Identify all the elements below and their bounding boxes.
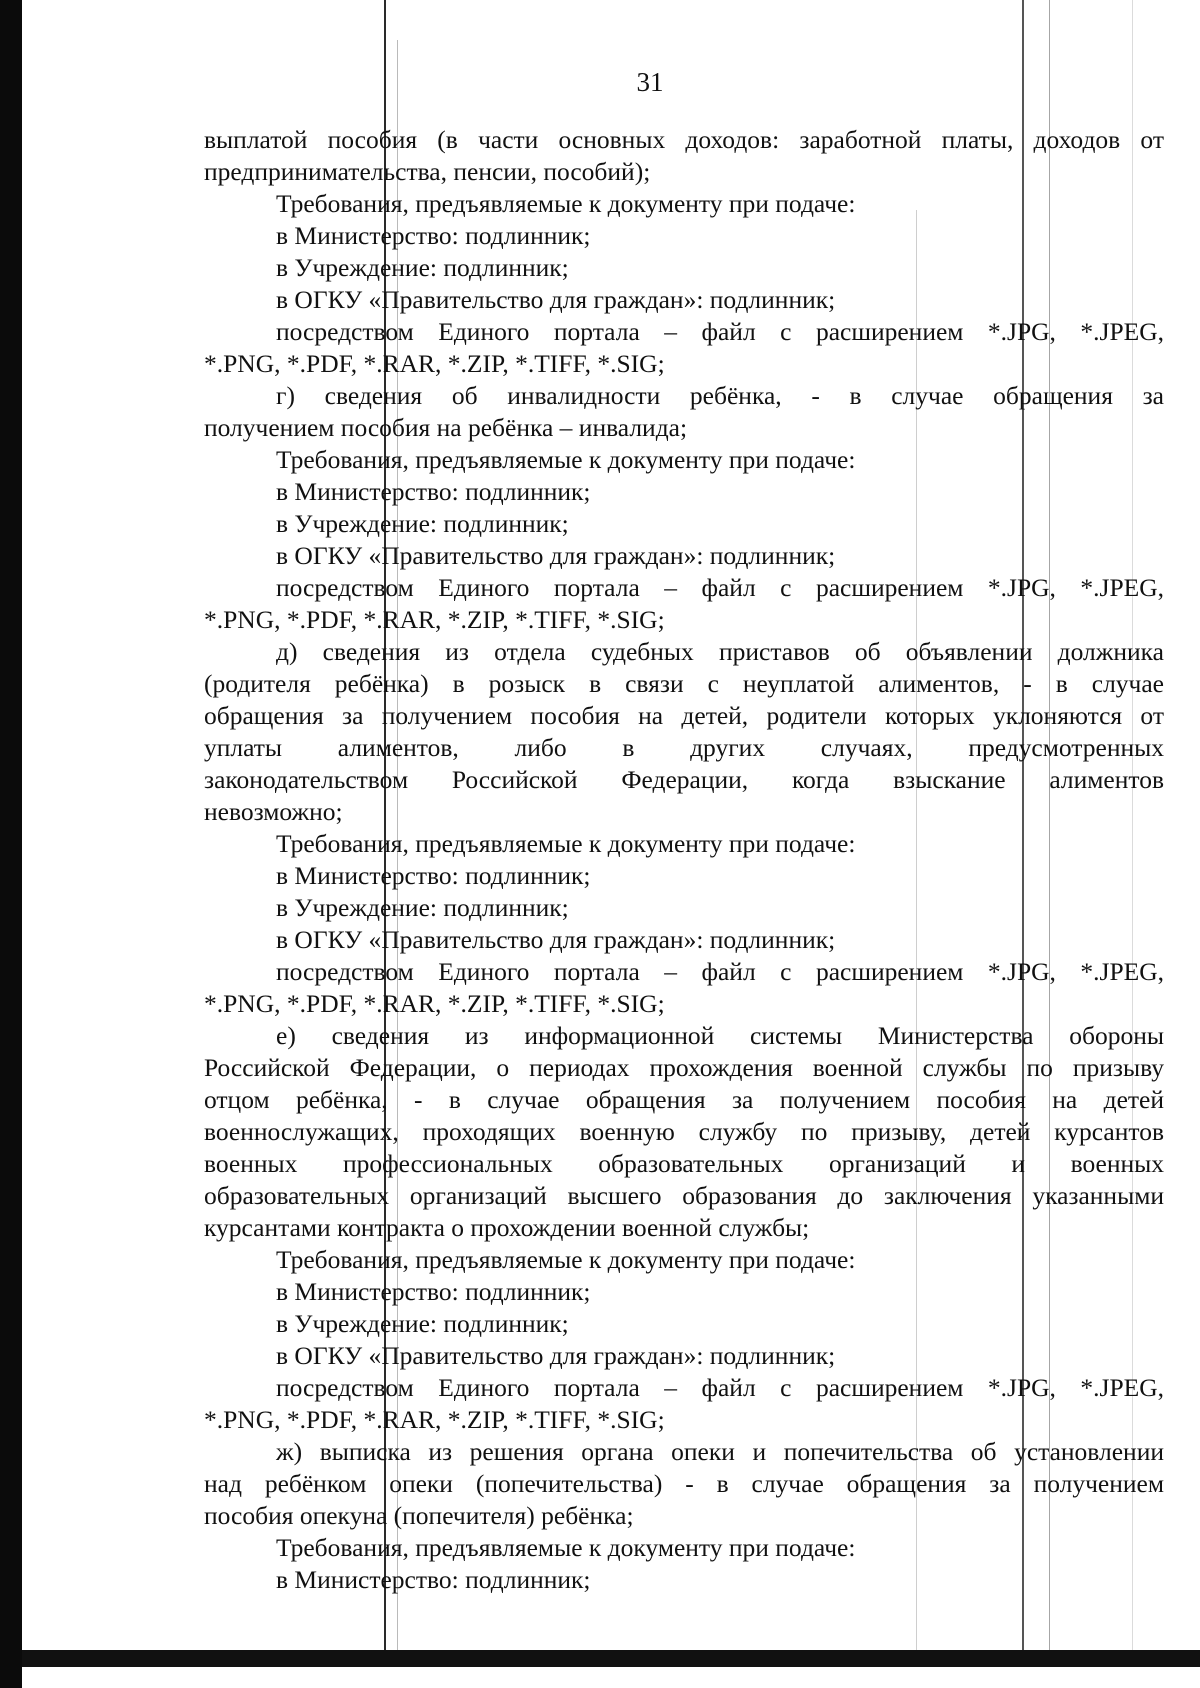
text-line: е) сведения из информационной системы Министерства обороны (276, 1021, 1164, 1050)
text-line: курсантами контракта о прохождении военной службы; (204, 1213, 810, 1242)
text-line: *.PNG, *.PDF, *.RAR, *.ZIP, *.TIFF, *.SIG; (204, 1405, 665, 1434)
text-line: выплатой пособия (в части основных доходов: заработной платы, доходов от (204, 125, 1164, 154)
scan-bottom-edge (22, 1650, 1200, 1667)
text-line: обращения за получением пособия на детей, родители которых уклоняются от (204, 701, 1164, 730)
text-line: военнослужащих, проходящих военную службу по призыву, детей курсантов (204, 1117, 1164, 1146)
text-line: посредством Единого портала – файл с расширением *.JPG, *.JPEG, (276, 573, 1164, 602)
text-line: предпринимательства, пенсии, пособий); (204, 157, 651, 186)
text-line: Требования, предъявляемые к документу при подаче: (276, 189, 856, 218)
text-line: образовательных организаций высшего образования до заключения указанными (204, 1181, 1164, 1210)
text-line: Требования, предъявляемые к документу при подаче: (276, 1533, 856, 1562)
text-line: в Учреждение: подлинник; (276, 1309, 569, 1338)
text-line: *.PNG, *.PDF, *.RAR, *.ZIP, *.TIFF, *.SIG; (204, 349, 665, 378)
text-line: в Министерство: подлинник; (276, 221, 591, 250)
text-line: в ОГКУ «Правительство для граждан»: подлинник; (276, 541, 836, 570)
document-body (204, 124, 1164, 1596)
text-line: в Учреждение: подлинник; (276, 509, 569, 538)
text-line: в ОГКУ «Правительство для граждан»: подлинник; (276, 285, 836, 314)
text-line: посредством Единого портала – файл с расширением *.JPG, *.JPEG, (276, 317, 1164, 346)
text-line: д) сведения из отдела судебных приставов об объявлении должника (276, 637, 1164, 666)
text-line: над ребёнком опеки (попечительства) - в случае обращения за получением (204, 1469, 1164, 1498)
text-line: Требования, предъявляемые к документу при подаче: (276, 829, 856, 858)
text-line: *.PNG, *.PDF, *.RAR, *.ZIP, *.TIFF, *.SIG; (204, 989, 665, 1018)
scan-left-edge (0, 0, 22, 1688)
text-line: в ОГКУ «Правительство для граждан»: подлинник; (276, 1341, 836, 1370)
text-line: (родителя ребёнка) в розыск в связи с неуплатой алиментов, - в случае (204, 669, 1164, 698)
text-line: г) сведения об инвалидности ребёнка, - в случае обращения за (276, 381, 1164, 410)
text-line: посредством Единого портала – файл с расширением *.JPG, *.JPEG, (276, 1373, 1164, 1402)
text-line: законодательством Российской Федерации, когда взыскание алиментов (204, 765, 1164, 794)
text-line: Требования, предъявляемые к документу при подаче: (276, 445, 856, 474)
text-line: в Министерство: подлинник; (276, 1277, 591, 1306)
text-line: отцом ребёнка, - в случае обращения за получением пособия на детей (204, 1085, 1164, 1114)
text-line: невозможно; (204, 797, 343, 826)
text-line: в Министерство: подлинник; (276, 861, 591, 890)
text-line: Российской Федерации, о периодах прохождения военной службы по призыву (204, 1053, 1164, 1082)
text-line: уплаты алиментов, либо в других случаях, предусмотренных (204, 733, 1164, 762)
text-line: ж) выписка из решения органа опеки и попечительства об установлении (276, 1437, 1164, 1466)
text-line: в Учреждение: подлинник; (276, 253, 569, 282)
text-line: *.PNG, *.PDF, *.RAR, *.ZIP, *.TIFF, *.SIG; (204, 605, 665, 634)
text-line: в ОГКУ «Правительство для граждан»: подлинник; (276, 925, 836, 954)
page-number: 31 (636, 67, 664, 97)
text-line: в Министерство: подлинник; (276, 1565, 591, 1594)
text-line: военных профессиональных образовательных организаций и военных (204, 1149, 1164, 1178)
text-line: пособия опекуна (попечителя) ребёнка; (204, 1501, 634, 1530)
text-line: посредством Единого портала – файл с расширением *.JPG, *.JPEG, (276, 957, 1164, 986)
text-line: в Министерство: подлинник; (276, 477, 591, 506)
text-line: получением пособия на ребёнка – инвалида; (204, 413, 688, 442)
text-line: Требования, предъявляемые к документу при подаче: (276, 1245, 856, 1274)
text-line: в Учреждение: подлинник; (276, 893, 569, 922)
